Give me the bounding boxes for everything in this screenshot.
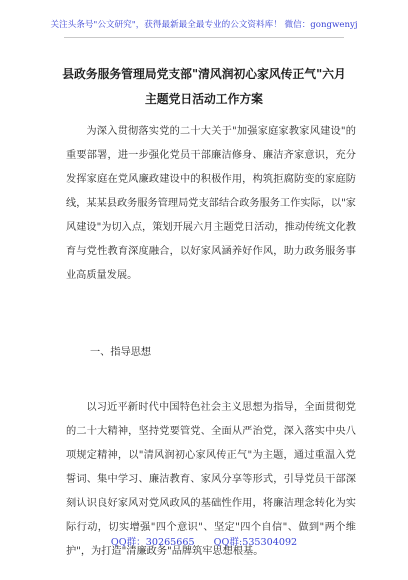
page-footer: [0, 534, 408, 548]
header-divider: [64, 37, 344, 38]
footer-qq-group-2: QQ群:535304092: [213, 537, 298, 548]
intro-paragraph: 为深入贯彻落实党的二十大关于"加强家庭家教家风建设"的重要部署，进一步强化党员干部廉洁修身、廉洁齐家意识，充分发挥家庭在党风廉政建设中的积极作用，构筑拒腐防变的家庭防线，某某县政务服务管理局党支部结合政务服务工作实际，以"家风建设"为切入点，策划开展六月主题党日活动，推动传统文化教育与党性教育深度融合，以好家风涵养好作风，助力政务服务事业高质量发展。: [66, 126, 356, 281]
guiding-ideology-paragraph: 以习近平新时代中国特色社会主义思想为指导，全面贯彻党的二十大精神，坚持党要管党、全面从严治党，深入落实中央八项规定精神，以"清风润初心家风传正气"为主题，通过重温入党誓词、集中学习、廉洁教育、家风分享等形式，引导党员干部深刻认识良好家风对党风政风的基础性作用，将廉洁理念转化为实际行动，切实增强"四个意识"、坚定"四个自信"、做到"两个维护"，为打造"清廉政务"品牌筑牢思想根基。: [66, 402, 356, 557]
document-title-line-2: 主题党日活动工作方案: [145, 92, 263, 106]
page-header-banner: 关注头条号"公文研究"，获得最新最全最专业的公文资料库！ 微信：gongwenyj: [50, 20, 358, 30]
document-title-line-1: 县政务服务管理局党支部"清风润初心家风传正气"六月: [62, 67, 346, 81]
section-heading-guiding-ideology: 一、指导思想: [90, 347, 152, 358]
footer-qq-group-1: QQ群：30265665: [110, 537, 195, 548]
